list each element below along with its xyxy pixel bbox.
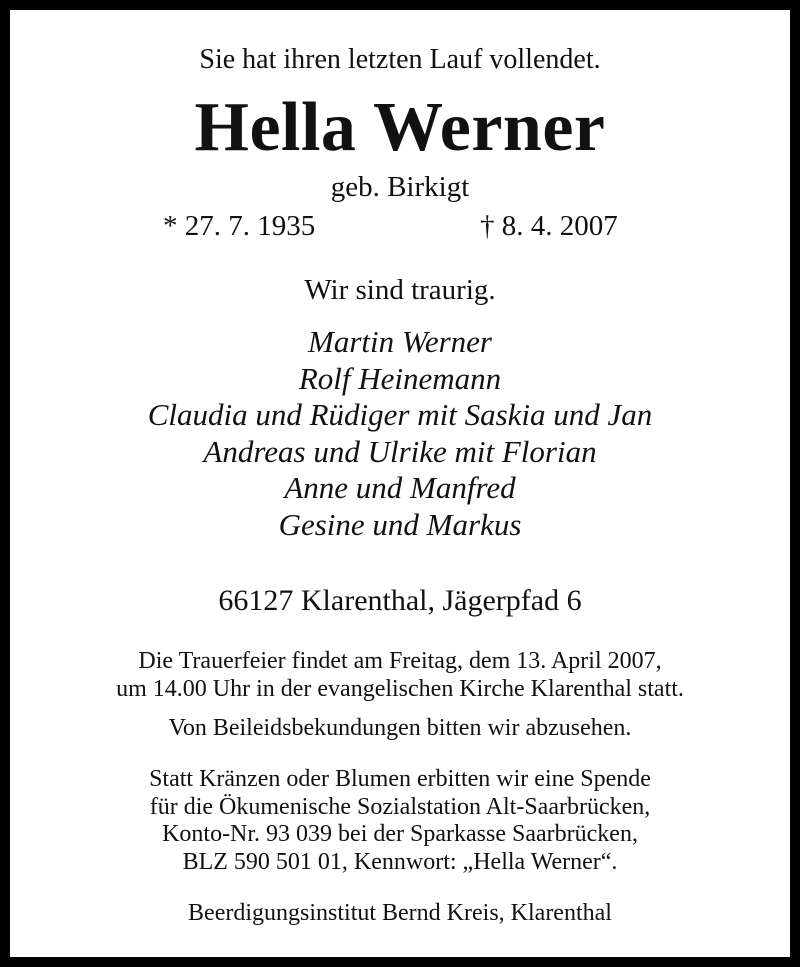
donation-line: BLZ 590 501 01, Kennwort: „Hella Werner“. [182, 848, 618, 875]
funeral-line: Die Trauerfeier findet am Freitag, dem 13. April 2007, [138, 648, 662, 674]
deceased-name: Hella Werner [194, 89, 606, 166]
maiden-name: geb. Birkigt [330, 171, 470, 203]
mourning-statement: Wir sind traurig. [304, 274, 496, 306]
mourner: Andreas und Ulrike mit Florian [203, 433, 597, 469]
donation-line: Konto-Nr. 93 039 bei der Sparkasse Saarbrücken, [162, 821, 638, 847]
undertaker-line: Beerdigungsinstitut Bernd Kreis, Klarenthal [188, 900, 612, 926]
mourner: Martin Werner [308, 324, 492, 359]
mourner: Claudia und Rüdiger mit Saskia und Jan [147, 397, 653, 432]
donation-line: Statt Kränzen oder Blumen erbitten wir eine Spende [149, 766, 651, 792]
mourner: Rolf Heinemann [298, 360, 502, 396]
donation-info [10, 766, 790, 876]
condolence-note [10, 715, 790, 743]
family-address: 66127 Klarenthal, Jägerpfad 6 [218, 584, 582, 617]
death-date: † 8. 4. 2007 [480, 210, 618, 242]
funeral-info [10, 648, 790, 703]
mourners-list [10, 324, 790, 543]
mourner: Gesine und Markus [278, 506, 522, 542]
birth-date: * 27. 7. 1935 [163, 210, 316, 242]
funeral-line: um 14.00 Uhr in der evangelischen Kirche Klarenthal statt. [116, 675, 684, 702]
donation-line: für die Ökumenische Sozialstation Alt-Saarbrücken, [149, 793, 651, 820]
condolence-line: Von Beileidsbekundungen bitten wir abzusehen. [168, 715, 632, 741]
mourner: Anne und Manfred [284, 470, 516, 505]
motto: Sie hat ihren letzten Lauf vollendet. [199, 44, 601, 75]
life-dates [10, 208, 790, 244]
undertaker [10, 900, 790, 928]
